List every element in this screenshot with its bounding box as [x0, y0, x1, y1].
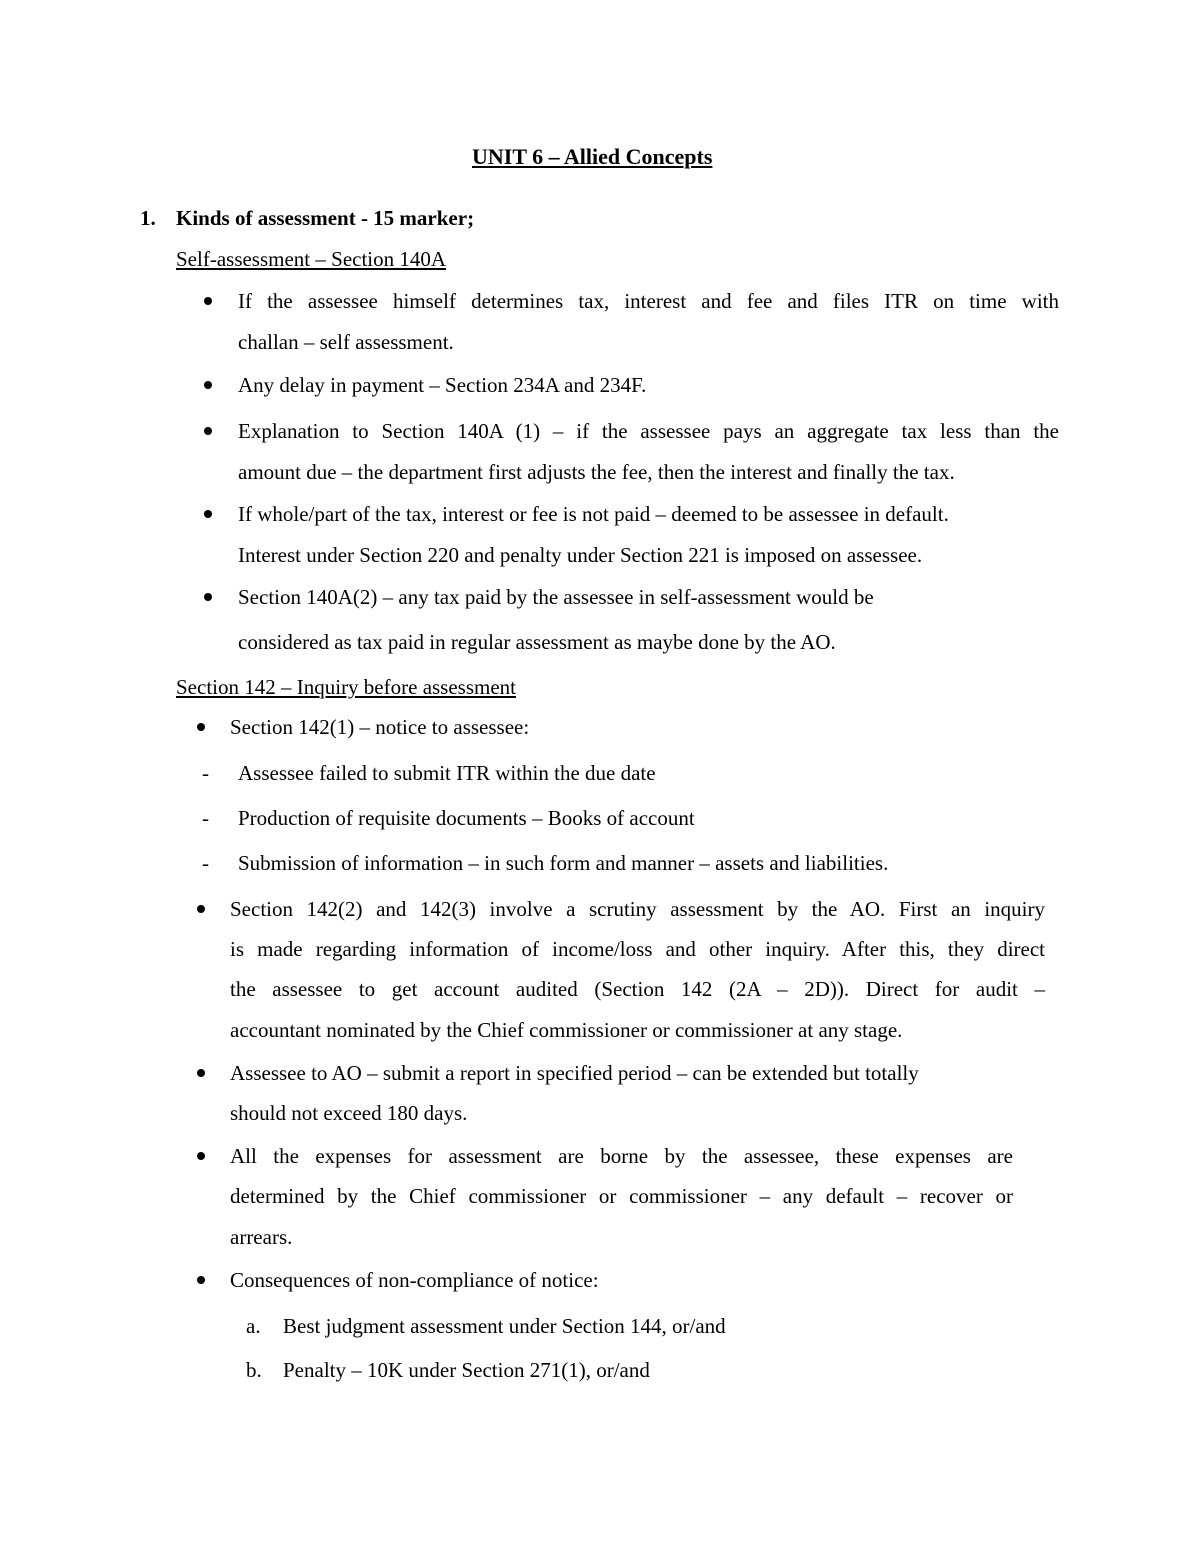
bullet-icon — [197, 1152, 205, 1160]
list-item-line: is made regarding information of income/loss and other inquiry. After this, they direct — [230, 937, 1045, 961]
self-assessment-heading: Self-assessment – Section 140A — [176, 247, 447, 271]
list-item-line: Interest under Section 220 and penalty under Section 221 is imposed on assessee. — [238, 543, 923, 567]
section-heading: Kinds of assessment - 15 marker; — [176, 206, 475, 230]
list-item-line: challan – self assessment. — [238, 330, 454, 354]
bullet-icon — [197, 723, 205, 731]
list-item-line: If the assessee himself determines tax, interest and fee and files ITR on time with — [238, 289, 1059, 313]
bullet-icon — [197, 1276, 205, 1284]
list-item: Production of requisite documents – Books of account — [238, 806, 695, 830]
bullet-icon — [204, 427, 212, 435]
sub-item-text: Penalty – 10K under Section 271(1), or/and — [283, 1358, 650, 1382]
bullet-icon — [197, 905, 205, 913]
bullet-icon — [197, 1069, 205, 1077]
list-item-line: Explanation to Section 140A (1) – if the assessee pays an aggregate tax less than the — [238, 419, 1059, 443]
list-item-line: arrears. — [230, 1225, 293, 1249]
bullet-icon — [204, 593, 212, 601]
dash-marker: - — [202, 761, 209, 785]
sub-item-marker: a. — [246, 1314, 261, 1338]
dash-marker: - — [202, 851, 209, 875]
notice-line: Section 142(1) – notice to assessee: — [230, 715, 530, 739]
list-item-line: Any delay in payment – Section 234A and 234F. — [238, 373, 647, 397]
list-item-line: Section 140A(2) – any tax paid by the assessee in self-assessment would be — [238, 585, 874, 609]
list-item-line: amount due – the department first adjusts the fee, then the interest and finally the tax. — [238, 460, 955, 484]
list-item: Submission of information – in such form and manner – assets and liabilities. — [238, 851, 889, 875]
sub-item-marker: b. — [246, 1358, 262, 1382]
list-item-line: the assessee to get account audited (Section 142 (2A – 2D)). Direct for audit – — [230, 977, 1045, 1001]
list-item-line: Assessee to AO – submit a report in specified period – can be extended but totally — [230, 1061, 919, 1085]
page-title: UNIT 6 – Allied Concepts — [472, 144, 713, 169]
list-item-line: determined by the Chief commissioner or commissioner – any default – recover or — [230, 1184, 1013, 1208]
section-number: 1. — [140, 206, 156, 230]
list-item: Assessee failed to submit ITR within the due date — [238, 761, 656, 785]
list-item-line: Section 142(2) and 142(3) involve a scrutiny assessment by the AO. First an inquiry — [230, 897, 1045, 921]
list-item-line: accountant nominated by the Chief commissioner or commissioner at any stage. — [230, 1018, 903, 1042]
sub-item-text: Best judgment assessment under Section 144, or/and — [283, 1314, 726, 1338]
bullet-icon — [204, 381, 212, 389]
bullet-icon — [204, 297, 212, 305]
list-item-line: Consequences of non-compliance of notice: — [230, 1268, 599, 1292]
list-item-line: All the expenses for assessment are borne by the assessee, these expenses are — [230, 1144, 1013, 1168]
list-item-line: should not exceed 180 days. — [230, 1101, 468, 1125]
section-142-heading: Section 142 – Inquiry before assessment — [176, 675, 517, 699]
list-item-line: considered as tax paid in regular assessment as maybe done by the AO. — [238, 630, 836, 654]
dash-marker: - — [202, 806, 209, 830]
bullet-icon — [204, 510, 212, 518]
list-item-line: If whole/part of the tax, interest or fee is not paid – deemed to be assessee in default. — [238, 502, 949, 526]
